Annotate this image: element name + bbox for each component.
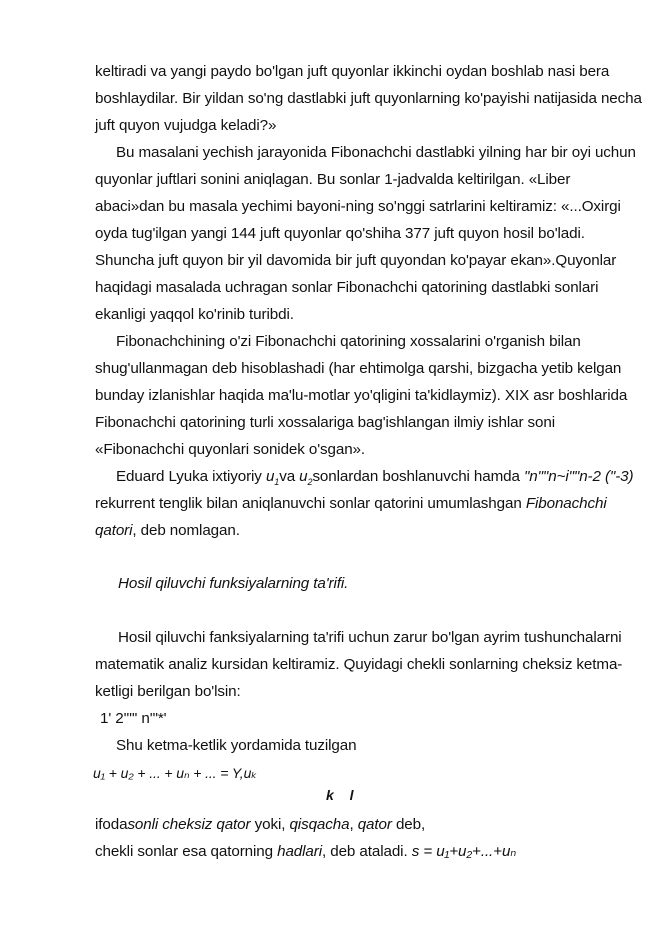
text-line: bunday izlanishlar haqida ma'lu-motlar yo'qligini ta'kidlaymiz). XIX asr boshlarida [95, 387, 628, 404]
text-line: Hosil qiluvchi fanksiyalarning ta'rifi uchun zarur bo'lgan ayrim tushunchalarni [118, 629, 622, 646]
text-span: , deb ataladi. [322, 843, 412, 860]
term-italic: hadlari [277, 843, 322, 860]
text-line [95, 841, 516, 863]
text-span: , [349, 816, 358, 833]
text-line: shug'ullanmagan deb hisoblashadi (har ehtimolga qarshi, bizgacha yetib kelgan [95, 360, 622, 377]
partial-sum-formula: s = u₁+u₂+...+uₙ [411, 843, 517, 860]
text-line: oyda tug'ilgan yangi 144 juft quyonlar qo'shiha 377 juft quyon hosil bo'ladi. [95, 225, 585, 242]
text-line: juft quyon vujudga keladi?» [95, 117, 277, 134]
math-sub: 2 [307, 477, 313, 488]
series-expression: u₁ + u₂ + ... + uₙ + ... = Y,uₖ [93, 765, 258, 781]
text-line [95, 493, 607, 515]
term-italic: qisqacha [289, 816, 350, 833]
recurrence-formula: "n""n~i""n-2 ("-3) [524, 468, 634, 485]
text-line [95, 814, 425, 836]
text-span: Eduard Lyuka ixtiyoriy [116, 468, 266, 485]
text-span: sonlardan boshlanuvchi hamda [312, 468, 524, 485]
text-span: , deb nomlagan. [132, 522, 240, 539]
text-line: boshlaydilar. Bir yildan so'ng dastlabki juft quyonlarning ko'payishi natijasida necha [95, 90, 642, 107]
section-heading: Hosil qiluvchi funksiyalarning ta'rifi. [118, 575, 349, 592]
text-span: yoki, [250, 816, 290, 833]
text-span: va [279, 468, 300, 485]
sum-index-label: k l [326, 787, 360, 803]
text-span: rekurrent tenglik bilan aniqlanuvchi sonlar qatorini umumlashgan [95, 495, 526, 512]
text-span: ifoda [95, 816, 128, 833]
term-italic: qator [357, 816, 392, 833]
text-line: Shuncha juft quyon bir yil davomida bir juft quyondan ko'payar ekan».Quyonlar [95, 252, 617, 269]
text-line: ketligi berilgan bo'lsin: [95, 683, 241, 700]
term-italic: sonli cheksiz qator [127, 816, 251, 833]
text-line: ekanligi yaqqol ko'rinib turibdi. [95, 306, 294, 323]
text-span: deb, [391, 816, 426, 833]
math-var: u [265, 468, 275, 485]
text-line: quyonlar juftlari sonini aniqlagan. Bu sonlar 1-jadvalda keltirilgan. «Liber [95, 171, 571, 188]
text-line: Bu masalani yechish jarayonida Fibonachchi dastlabki yilning har bir oyi uchun [116, 144, 636, 161]
math-sub: 1 [274, 477, 280, 488]
lyuka-line [116, 466, 633, 493]
text-span: chekli sonlar esa qatorning [95, 843, 278, 860]
text-line: Fibonachchining o'zi Fibonachchi qatorining xossalarini o'rganish bilan [116, 333, 581, 350]
term-italic: Fibonachchi [525, 495, 607, 512]
math-var: u [299, 468, 308, 485]
text-line: matematik analiz kursidan keltiramiz. Quyidagi chekli sonlarning cheksiz ketma- [95, 656, 623, 673]
term-italic: qatori [95, 522, 133, 539]
text-line: abaci»dan bu masala yechimi bayoni-ning so'nggi satrlarini keltiramiz: «...Oxirgi [95, 198, 621, 215]
text-line: «Fibonachchi quyonlari sonidek o'sgan». [95, 441, 366, 458]
text-line [95, 520, 240, 542]
text-line: Shu ketma-ketlik yordamida tuzilgan [116, 737, 357, 754]
text-line: Fibonachchi qatorining turli xossalariga bag'ishlangan ilmiy ishlar soni [95, 414, 556, 431]
text-line: keltiradi va yangi paydo bo'lgan juft quyonlar ikkinchi oydan boshlab nasi bera [95, 63, 610, 80]
sequence-line: 1' 2''"' n'"*' [100, 710, 167, 727]
text-line: haqidagi masalada uchragan sonlar Fibonachchi qatorining dastlabki sonlari [95, 279, 599, 296]
